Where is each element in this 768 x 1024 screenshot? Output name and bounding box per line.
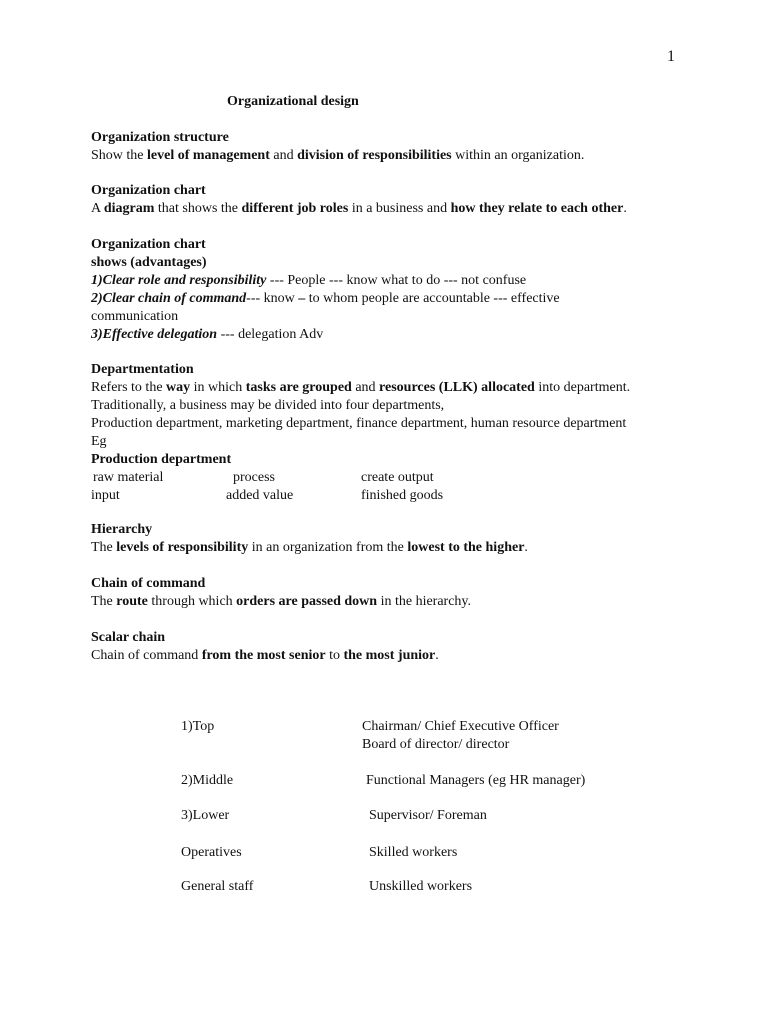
bold-term: diagram xyxy=(103,201,155,216)
section-heading: Organization chart xyxy=(91,183,206,198)
section-departmentation xyxy=(91,361,768,505)
rich-text xyxy=(91,539,691,557)
text-run: Chain of command xyxy=(91,648,202,663)
level-roles: Skilled workers xyxy=(369,845,458,860)
section-heading: Organization structure xyxy=(91,130,229,145)
text-run: and xyxy=(269,148,298,163)
text-run: Refers to the xyxy=(91,380,167,395)
level-roles: Chairman/ Chief Executive Officer Board of director/ director xyxy=(362,719,559,752)
level-roles: Unskilled workers xyxy=(369,879,473,894)
section-chart-advantages xyxy=(91,236,691,344)
bold-term: levels of responsibility xyxy=(116,540,249,555)
text-run: within an organization. xyxy=(451,148,585,163)
bold-term: level of management xyxy=(147,148,270,163)
page-number: 1 xyxy=(667,48,675,65)
bold-term: from the most senior xyxy=(201,648,326,663)
rich-text xyxy=(91,147,691,165)
level-label: 2)Middle xyxy=(181,773,234,788)
bold-term: the most junior xyxy=(343,648,436,663)
section-scalar-chain xyxy=(91,629,691,665)
section-heading: Hierarchy xyxy=(91,522,153,537)
production-cell: finished goods xyxy=(361,488,444,503)
paragraph-line: Traditionally, a business may be divided into four departments, xyxy=(91,398,445,413)
text-run: . xyxy=(623,201,627,216)
rich-text xyxy=(91,200,691,218)
section-subheading: shows (advantages) xyxy=(91,255,207,270)
bold-term: lowest to the higher xyxy=(407,540,525,555)
section-organization-chart xyxy=(91,182,691,218)
advantage-item: 1)Clear role and responsibility --- People --- know what to do --- not confuse xyxy=(91,273,527,288)
section-chain-of-command xyxy=(91,575,691,611)
bold-term: route xyxy=(116,594,148,609)
level-roles: Functional Managers (eg HR manager) xyxy=(366,773,586,788)
bold-term: resources (LLK) allocated xyxy=(379,380,535,395)
text-run: into department. xyxy=(534,380,631,395)
section-heading: Organization chart xyxy=(91,237,206,252)
production-cell: input xyxy=(91,488,120,503)
paragraph-line: Production department, marketing department, finance department, human resource department xyxy=(91,416,627,431)
production-cell: create output xyxy=(361,470,434,485)
text-run: and xyxy=(351,380,380,395)
production-cell: raw material xyxy=(93,470,164,485)
text-run: that shows the xyxy=(154,201,242,216)
advantage-item: 3)Effective delegation --- delegation Adv xyxy=(91,327,324,342)
level-label: 1)Top xyxy=(181,719,215,734)
production-cell: added value xyxy=(226,488,294,503)
section-organization-structure xyxy=(91,129,691,165)
rich-text xyxy=(91,379,768,397)
document-title: Organizational design xyxy=(227,94,359,109)
text-run: The xyxy=(91,540,117,555)
rich-text xyxy=(91,647,691,665)
text-run: in an organization from the xyxy=(248,540,408,555)
advantage-item: 2)Clear chain of command--- know – to whom people are accountable --- effective xyxy=(91,291,560,306)
text-run: The xyxy=(91,594,117,609)
section-heading: Production department xyxy=(91,452,232,467)
production-cell: process xyxy=(233,470,275,485)
text-run: A xyxy=(91,201,104,216)
text-run: to xyxy=(325,648,344,663)
text-run: in the hierarchy. xyxy=(377,594,472,609)
bold-term: how they relate to each other xyxy=(450,201,624,216)
production-row xyxy=(91,469,768,487)
bold-term: way xyxy=(166,380,191,395)
rich-text xyxy=(91,593,691,611)
bold-term: different job roles xyxy=(241,201,349,216)
section-hierarchy xyxy=(91,521,691,557)
text-run: . xyxy=(435,648,439,663)
text-run: . xyxy=(524,540,528,555)
text-run: in a business and xyxy=(348,201,451,216)
section-heading: Scalar chain xyxy=(91,630,166,645)
level-roles: Supervisor/ Foreman xyxy=(369,808,487,823)
bold-term: division of responsibilities xyxy=(297,148,452,163)
level-label: 3)Lower xyxy=(181,808,230,823)
text-run: Show the xyxy=(91,148,147,163)
production-row xyxy=(91,487,768,505)
text-run: in which xyxy=(190,380,246,395)
bold-term: orders are passed down xyxy=(236,594,378,609)
advantage-item-continued: communication xyxy=(91,309,179,324)
level-label: Operatives xyxy=(181,845,242,860)
section-heading: Chain of command xyxy=(91,576,206,591)
level-label: General staff xyxy=(181,879,254,894)
paragraph-line: Eg xyxy=(91,434,107,449)
bold-term: tasks are grouped xyxy=(245,380,352,395)
section-heading: Departmentation xyxy=(91,362,194,377)
text-run: through which xyxy=(147,594,237,609)
